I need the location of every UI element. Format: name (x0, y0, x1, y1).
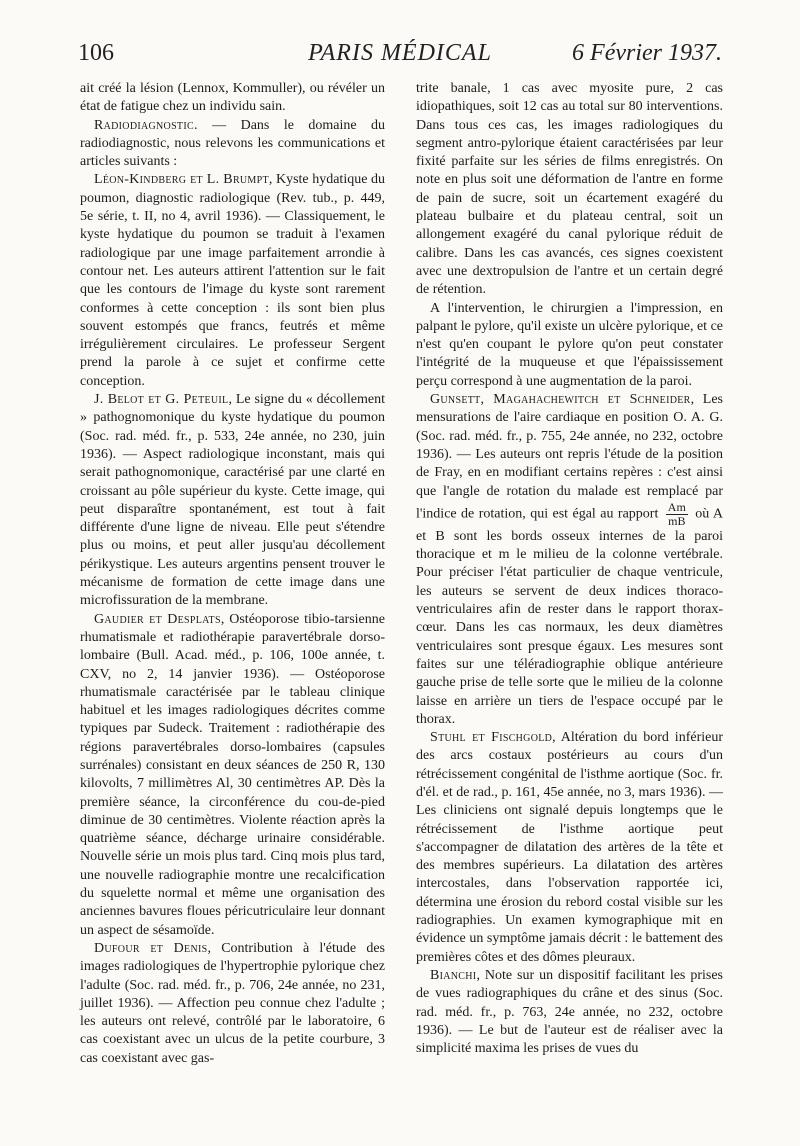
running-head (78, 40, 722, 74)
abstract-authors: Gunsett, Magahachewitch et Schneider (430, 392, 691, 408)
section-label: Radiodiagnostic. (94, 117, 198, 133)
issue-date: 6 Février 1937. (572, 40, 722, 66)
abstract-authors: Léon-Kindberg et L. Brumpt (94, 172, 269, 188)
abstract-authors: Stuhl et Fischgold (430, 730, 553, 746)
abstract-paragraph: J. Belot et G. Peteuil, Le signe du « décollement » pathognomonique du kyste hydatique du poumon (Soc. rad. méd. fr., p. 533, 24e année, no 230, juin 1936). — Aspect radiologique inconstant, mais qui serait pathognomonique, caractérisé par une clarté en croissant au pôle supérieur du kyste. Cette image, qui peut disparaître spontanément, est tout à fait différente d'une ligne de niveau. Elle peut s'étendre plus ou moins, et peut aller jusqu'au décollement périkystique. Les auteurs argentins pensent trouver le mécanisme de formation de cette image dans une microfissuration de la membrane. (80, 392, 385, 609)
page-number: 106 (78, 40, 114, 66)
abstract-paragraph: Léon-Kindberg et L. Brumpt, Kyste hydatique du poumon, diagnostic radiologique (Rev. tub., p. 449, 5e série, t. II, no 4, avril 1936). — Classiquement, le kyste hydatique du poumon se traduit à l'examen radiologique par une image parfaitement arrondie à contour net. Les auteurs attirent l'attention sur le fait que les contours de l'image du kyste sont rarement conformes à cette conception : ils sont bien plus souvent estompés que francs, feutrés et même irrégulièrement circulaires. Le professeur Sergent prend la parole à ce sujet et confirme cette conception. (80, 172, 385, 389)
abstract-authors: Gaudier et Desplats (94, 611, 221, 627)
abstract-authors: Bianchi (430, 967, 477, 983)
abstract-paragraph: Stuhl et Fischgold, Altération du bord inférieur des arcs costaux postérieurs au cours d'un rétrécissement congénital de l'isthme aortique (Soc. fr. d'él. et de rad., p. 161, 45e année, no 3, mars 1936). — Les cliniciens ont signalé depuis longtemps que le rétrécissement de l'isthme aortique peut s'accompagner de dilatation des artères de la tête et des membres supérieurs. La dilatation des artères intercostales, dans l'observation rapportée ici, détermina une érosion du rebord costal visible sur les radiographies. Un examen kymographique mit en évidence un symptôme jamais décrit : le battement des premières côtes et des dômes pleuraux. (416, 730, 723, 965)
left-column (80, 80, 385, 1068)
fraction-numerator: Am (667, 499, 686, 514)
abstract-authors: Dufour et Denis (94, 940, 208, 956)
continuation-paragraph: ait créé la lésion (Lennox, Kommuller), ou révéler un état de fatigue chez un individu sain. (80, 81, 385, 115)
right-column (416, 80, 723, 1058)
abstract-paragraph: Dufour et Denis, Contribution à l'étude des images radiologiques de l'hypertrophie pylorique chez l'adulte (Soc. rad. méd. fr., p. 706, 24e année, no 231, juillet 1936). — Affection peu connue chez l'adulte ; les auteurs ont relevé, contrôlé par le laboratoire, 6 cas coexistant avec un ulcus de la petite courbure, 3 cas coexistant avec gas- (80, 940, 385, 1066)
continuation-paragraph: trite banale, 1 cas avec myosite pure, 2 cas idiopathiques, soit 12 cas au total sur 80 interventions. Dans tous ces cas, les images radiologiques du segment antro-pylorique étaient caractérisées par leur fixité parfaite sur les séries de films enregistrés. On note en plus soit une déformation de l'antre en forme de pain de sucre, soit un écartement exagéré du plateau bulbaire et du plateau central, soit un allongement exagéré du canal pylorique réduit de calibre. Dans les cas avancés, ces signes coexistent avec une dextropulsion de l'antre et un certain degré de rétention. (416, 81, 723, 298)
fraction-denominator: mB (668, 513, 686, 528)
abstract-paragraph: Gunsett, Magahachewitch et Schneider, Les mensurations de l'aire cardiaque en position O. A. G. (Soc. rad. méd. fr., p. 755, 24e année, no 232, octobre 1936). — Les auteurs ont repris l'étude de la position de Fray, en en modifiant certains repères : c'est ainsi que l'angle de rotation du malade est remplacé par l'indice de rotation, qui est égal au rapport $\frac{Am}{mB}$ où A et B sont les bords osseux internes de la paroi thoracique et m le milieu de la colonne vertébrale. Pour préciser l'état particulier de chaque ventricule, les auteurs se servent de deux indices thoraco-ventriculaires afin de rester dans le rapport thorax-cœur. Dans les cas normaux, les deux diamètres ventriculaires sont presque égaux. Les mesures sont faites sur une téléradiographie oblique antérieure gauche prise de telle sorte que le milieu de la colonne laisse en arrière un tiers de l'espace occupé par le thorax. (416, 392, 724, 727)
body-paragraph: A l'intervention, le chirurgien a l'impression, en palpant le pylore, qu'il existe un ulcère pylorique, et ce n'est qu'en coupant le pylore qu'on peut constater l'intégrité de la muqueuse et que l'épaississement perçu correspond à une augmentation de la paroi. (416, 300, 723, 389)
abstract-authors: J. Belot et G. Peteuil (94, 392, 229, 408)
journal-title: PARIS MÉDICAL (308, 40, 492, 66)
abstract-paragraph: Bianchi, Note sur un dispositif facilitant les prises de vues radiographiques du crâne et des sinus (Soc. rad. méd. fr., p. 763, 24e année, no 232, octobre 1936). — Le but de l'auteur est de réaliser avec la simplicité maxima les prises de vues du (416, 967, 723, 1057)
abstract-paragraph: Gaudier et Desplats, Ostéoporose tibio-tarsienne rhumatismale et radiothérapie paravertébrale dorso-lombaire (Bull. Acad. méd., p. 106, 100e année, t. CXV, no 2, 14 janvier 1936). — Ostéoporose rhumatismale caractérisée par le tableau clinique habituel et les images radiologiques décrites comme typiques par Sudeck. Traitement : radiothérapie des régions paravertébrales dorso-lombaires (capsules surrénales) consistant en deux séances de 250 R, 130 kilovolts, 7 millimètres Al, 30 centimètres AP. Dès la première séance, la circonférence du cou-de-pied diminue de 30 centimètres. Violente réaction après la quatrième séance, décharge urinaire considérable. Nouvelle série un mois plus tard. Cinq mois plus tard, une nouvelle radiographie montre une recalcification du squelette normal et même une organisation des anciennes bavures floues péricutriculaire leur donnant un aspect de sésamoïde. (80, 611, 385, 938)
rotation-index-fraction (666, 501, 688, 528)
section-heading-paragraph: Radiodiagnostic. — Dans le domaine du radiodiagnostic, nous relevons les communications et articles suivants : (80, 117, 385, 170)
